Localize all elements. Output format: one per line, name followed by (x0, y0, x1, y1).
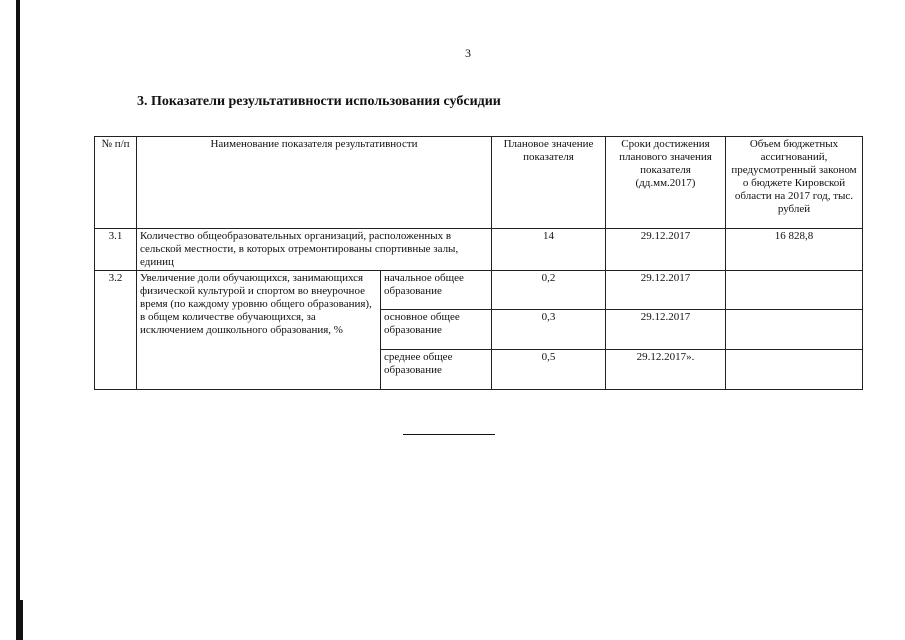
row-name: Количество общеобразовательных организаций, расположенных в сельской местности, в которых отремонтированы спортивные залы, единиц (137, 229, 492, 271)
results-table (94, 136, 863, 390)
header-deadline: Сроки достижения планового значения показателя (дд.мм.2017) (606, 137, 726, 229)
row-num: 3.1 (95, 229, 137, 271)
row-name: Увеличение доли обучающихся, занимающихся физической культурой и спортом во внеурочное время (по каждому уровню общего образования), в общем количестве обучающихся, за исключением дошкольного образования, % (137, 271, 381, 390)
row-num: 3.2 (95, 271, 137, 390)
end-rule (403, 434, 495, 435)
row-budget (726, 271, 863, 310)
table-header-row (95, 137, 863, 229)
education-level: начальное общее образование (381, 271, 492, 310)
table-row (95, 229, 863, 271)
row-planned: 0,2 (492, 271, 606, 310)
header-planned: Плановое значение показателя (492, 137, 606, 229)
header-budget: Объем бюджетных ассигнований, предусмотренный законом о бюджете Кировской области на 2017 год, тыс. рублей (726, 137, 863, 229)
page-number: 3 (465, 46, 471, 60)
row-budget (726, 350, 863, 390)
row-deadline: 29.12.2017». (606, 350, 726, 390)
scan-edge-mark (16, 600, 23, 640)
row-budget (726, 310, 863, 350)
row-budget: 16 828,8 (726, 229, 863, 271)
header-name: Наименование показателя результативности (137, 137, 492, 229)
education-level: основное общее образование (381, 310, 492, 350)
row-deadline: 29.12.2017 (606, 229, 726, 271)
scan-edge-line (16, 0, 20, 640)
section-heading: 3. Показатели результативности использования субсидии (137, 94, 501, 109)
row-planned: 0,5 (492, 350, 606, 390)
row-deadline: 29.12.2017 (606, 271, 726, 310)
education-level: среднее общее образование (381, 350, 492, 390)
row-planned: 0,3 (492, 310, 606, 350)
header-num: № п/п (95, 137, 137, 229)
table-row (95, 271, 863, 310)
row-deadline: 29.12.2017 (606, 310, 726, 350)
row-planned: 14 (492, 229, 606, 271)
